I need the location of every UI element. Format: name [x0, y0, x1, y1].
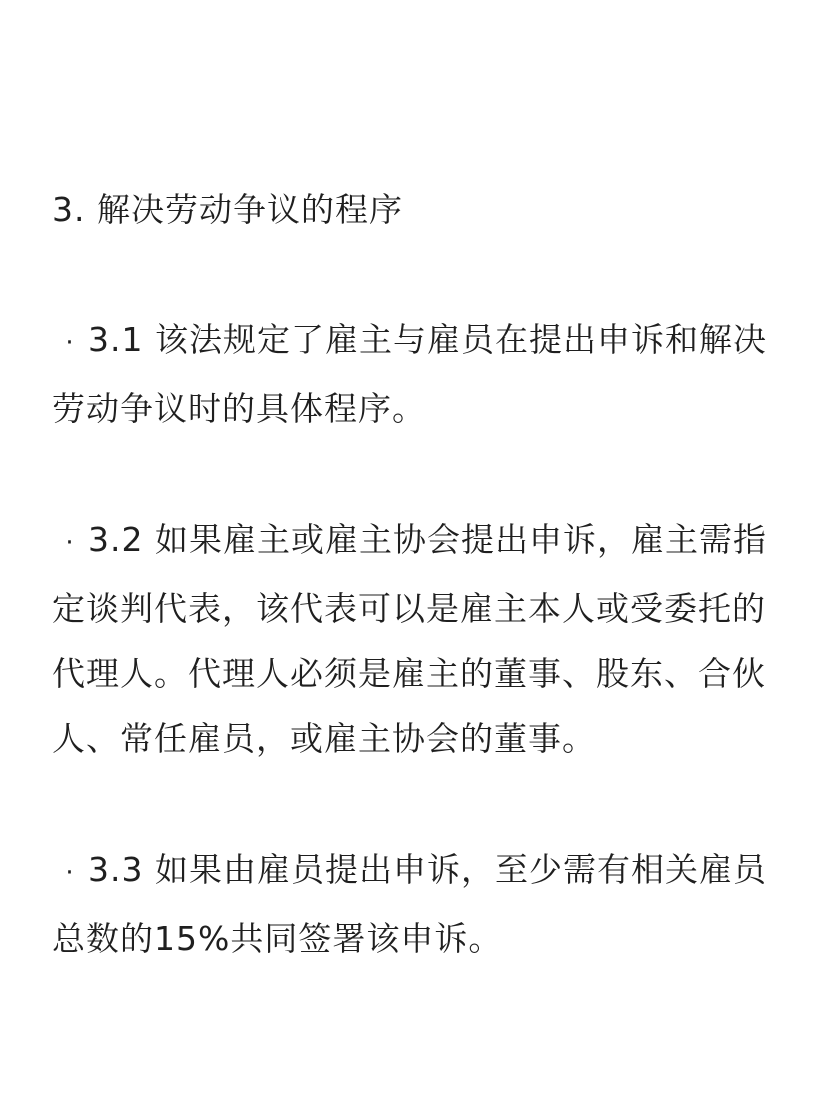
list-item-text: 3.3 如果由雇员提出申诉，至少需有相关雇员总数的15%共同签署该申诉。 — [52, 850, 767, 958]
list-item — [52, 307, 782, 441]
bullet-icon: · — [65, 528, 75, 558]
list-item-text: 3.1 该法规定了雇主与雇员在提出申诉和解决劳动争议时的具体程序。 — [52, 320, 767, 428]
bullet-icon: · — [65, 858, 75, 888]
document-body — [52, 181, 782, 971]
list-item — [52, 837, 782, 971]
list-item-text: 3.2 如果雇主或雇主协会提出申诉，雇主需指定谈判代表，该代表可以是雇主本人或受委托的代理人。代理人必须是雇主的董事、股东、合伙人、常任雇员，或雇主协会的董事。 — [52, 520, 767, 758]
section-heading: 3. 解决劳动争议的程序 — [52, 190, 403, 229]
bullet-icon: · — [65, 328, 75, 358]
list-item — [52, 507, 782, 771]
